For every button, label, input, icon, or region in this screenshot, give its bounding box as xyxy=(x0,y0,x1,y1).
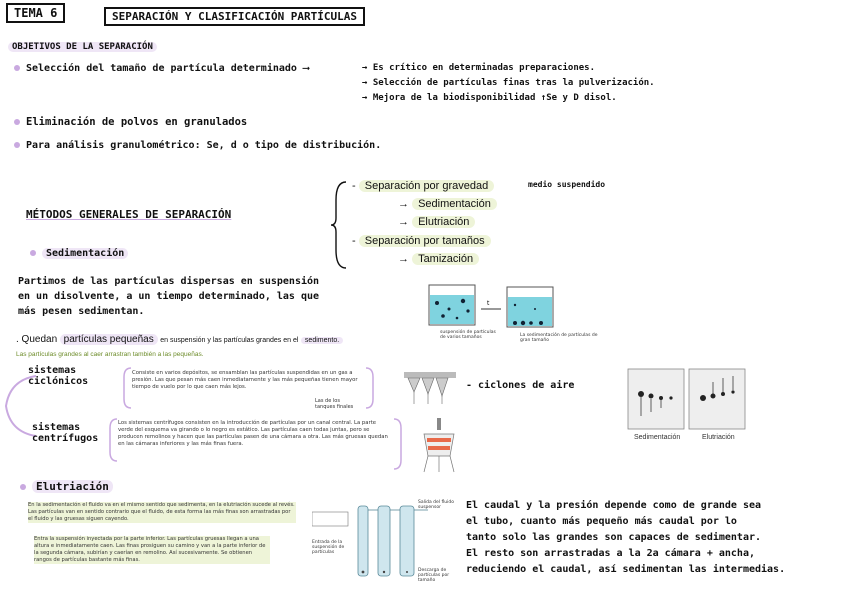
bullet-dot-icon xyxy=(20,484,26,490)
objetivo-bullet-1: Selección del tamaño de partícula determinado ⟶ xyxy=(14,63,309,74)
bullet-dot-icon xyxy=(14,142,20,148)
objetivo-arrow-3: → Mejora de la biodisponibilidad ↑Se y D disol. xyxy=(362,93,617,103)
ciclones-label: - ciclones de aire xyxy=(466,380,575,391)
elu-fig-bottom-label: Descarga de partículas por tamaño xyxy=(418,568,450,583)
sedimentacion-panel-figure xyxy=(627,368,747,434)
objetivo-bullet-2: Eliminación de polvos en granulados xyxy=(14,116,247,128)
fig-label-sedimentacion: La sedimentación de partículas de gran tamaño xyxy=(520,333,598,343)
sedimentacion-text-1: Partimos de las partículas dispersas en suspensión xyxy=(18,276,320,287)
centrifugos-bracket-icon xyxy=(108,418,118,462)
metodos-brace-icon xyxy=(330,180,350,270)
page-title: SEPARACIÓN Y CLASIFICACIÓN PARTÍCULAS xyxy=(104,7,365,26)
bullet-dot-icon xyxy=(30,250,36,256)
metodo-tamizacion: → Tamización xyxy=(398,253,479,265)
ciclonicos-right-bracket-icon xyxy=(365,367,375,409)
bullet-dot-icon xyxy=(14,65,20,71)
centrifugos-text: Los sistemas centrífugos consisten en la introducción de partículas por un canal central. La parte verde del esquema va girando o lo negro es estático. Las partículas caen todas juntas, pero se producen remolinos y hacen que las partículas pasen de una cámara a otra. Las más gruesas quedan en las cámaras inferiores y las más finas fuera. xyxy=(118,420,388,447)
objetivos-heading: OBJETIVOS DE LA SEPARACIÓN xyxy=(8,42,157,52)
elutriacion-hand-2: el tubo, cuanto más pequeño más caudal por lo xyxy=(466,516,737,527)
metodo-sedimentacion: → Sedimentación xyxy=(398,198,497,210)
elutriacion-para-2: Entra la suspensión inyectada por la parte inferior. Las partículas gruesas llegan a una altura e inmediatamente caen. Las finas prosiguen su camino y van a la parte inferior de la segunda cámara, subirían y caerían en remolino. Así sucesivamente. Se obtienen rangos de partículas bastante más finas. xyxy=(34,536,270,564)
objetivo-arrow-2: → Selección de partículas finas tras la pulverización. xyxy=(362,78,655,88)
metodos-title: MÉTODOS GENERALES DE SEPARACIÓN xyxy=(26,208,232,221)
metodo-tamanos: - Separación por tamaños xyxy=(352,235,491,247)
bullet-dot-icon xyxy=(14,119,20,125)
elutriacion-hand-3: tanto solo las grandes son capaces de sedimentar. xyxy=(466,532,762,543)
objetivo-arrow-1: → Es crítico en determinadas preparaciones. xyxy=(362,63,596,73)
elutriacion-para-1: En la sedimentación el fluido va en el mismo sentido que sedimenta, en la elutriación sucede al revés. Las partículas van en sentido contrario que el fluido, de esta forma las más finas son arrastradas por el fluido y las gruesas siguen cayendo. xyxy=(28,502,295,522)
ciclonicos-text: Consiste en varios depósitos, se ensamblan las partículas suspendidas en un gas a presión. Las que pesan más caen inmediatamente y las más pequeñas tienen mayor tiempo de vuelo por lo que caen más lejos. xyxy=(132,370,358,390)
centrifugos-right-bracket-icon xyxy=(393,418,403,470)
quedan-line: . Quedan partículas pequeñas en suspensión y las partículas grandes en el sedimento. xyxy=(16,334,343,345)
ciclonicos-note: Las de los tanques finales xyxy=(315,398,354,410)
centrifugos-title: sistemas centrífugos xyxy=(32,422,99,444)
tema-badge: TEMA 6 xyxy=(6,3,65,23)
ciclonicos-bracket-icon xyxy=(122,367,132,409)
metodo-elutriacion: → Elutriación xyxy=(398,216,475,228)
metodo-gravedad: - Separación por gravedad xyxy=(352,180,494,192)
panel-label-elutriacion: Elutriación xyxy=(702,434,735,441)
arrastran-line: Las partículas grandes al caer arrastran también a las pequeñas. xyxy=(16,351,204,358)
sedimentacion-text-2: en un disolvente, a un tiempo determinado, las que xyxy=(18,291,320,302)
elutriacion-hand-1: El caudal y la presión depende como de grande sea xyxy=(466,500,762,511)
objetivo-bullet-3: Para análisis granulométrico: Se, d o tipo de distribución. xyxy=(14,140,381,151)
sedimentacion-heading: Sedimentación xyxy=(30,248,128,259)
panel-label-sedimentacion: Sedimentación xyxy=(634,434,681,441)
elutriacion-hand-5: reduciendo el caudal, así sedimentan las intermedias. xyxy=(466,564,786,575)
metodo-gravedad-note: medio suspendido xyxy=(528,180,606,189)
elu-fig-top-label: Salida del fluido suspensor xyxy=(418,500,455,510)
elutriacion-heading: Elutriación xyxy=(20,480,113,493)
fig-t-label: t xyxy=(487,300,490,307)
cyclone-figure xyxy=(400,370,460,408)
sedimentacion-text-3: más pesen sedimentan. xyxy=(18,306,145,317)
fig-label-suspension: suspensión de partículas de varios tamaños xyxy=(440,330,496,340)
ciclonicos-title: sistemas ciclónicos xyxy=(28,365,89,387)
centrifuge-figure xyxy=(418,418,460,474)
elutriacion-hand-4: El resto son arrastradas a la 2a cámara + ancha, xyxy=(466,548,755,559)
elu-fig-left-label: Entrada de la suspensión de partículas xyxy=(312,540,345,555)
